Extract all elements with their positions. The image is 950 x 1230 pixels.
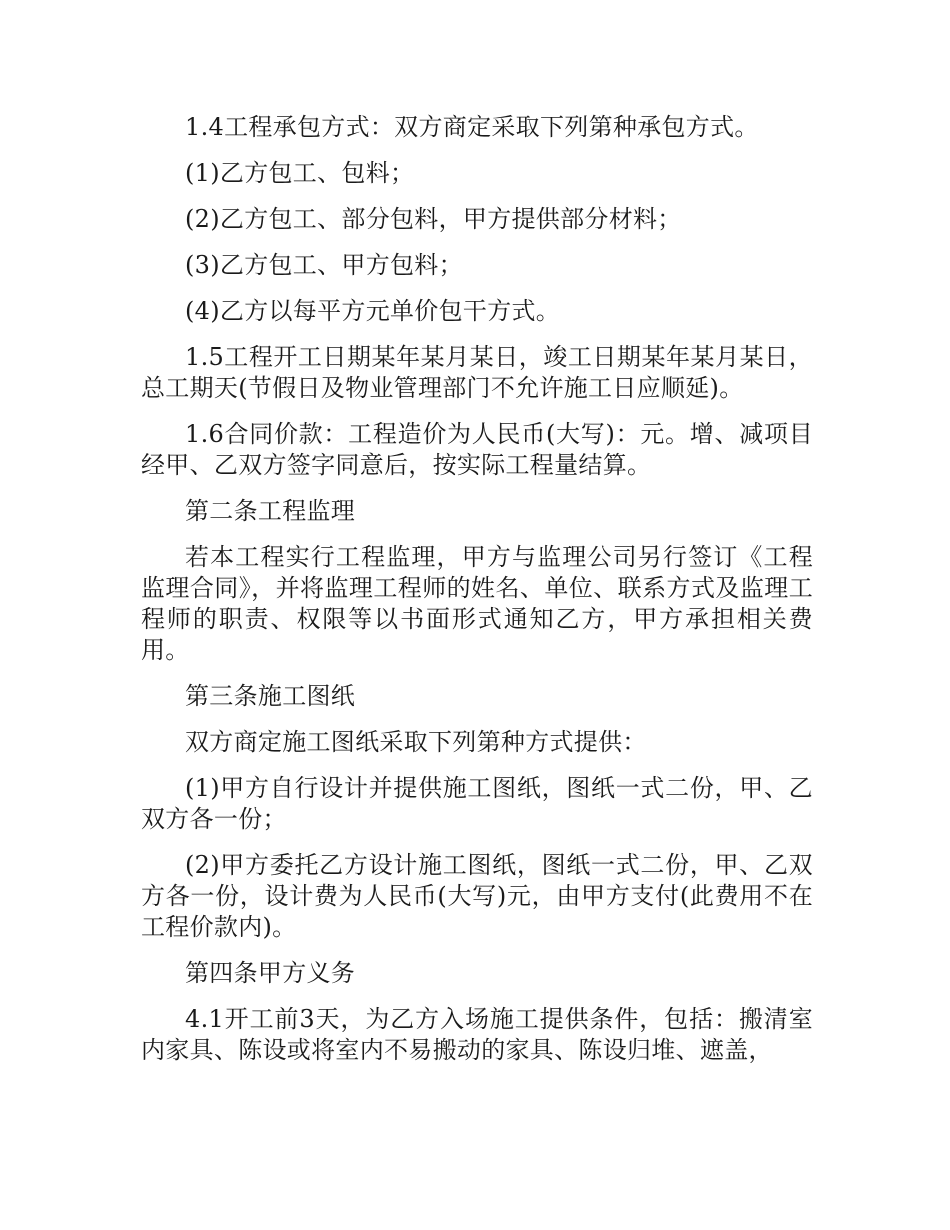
option-4: (4)乙方以每平方元单价包干方式。 [185,297,561,325]
option-1: (1)乙方包工、包料； [185,159,415,187]
option-2: (2)乙方包工、部分包料，甲方提供部分材料； [185,205,682,233]
clause-1-5: 1.5工程开工日期某年某月某日，竣工日期某年某月某日，总工期天(节假日及物业管理部门不允许施工日应顺延)。 [141,343,813,402]
article-4-heading: 第四条甲方义务 [185,959,356,987]
clause-4-1: 4.1开工前3天，为乙方入场施工提供条件，包括：搬清室内家具、陈设或将室内不易搬动的家具、陈设归堆、遮盖， [141,1005,813,1064]
document-body [141,112,813,1081]
article-2-body: 若本工程实行工程监理，甲方与监理公司另行签订《工程监理合同》，并将监理工程师的姓名、单位、联系方式及监理工程师的职责、权限等以书面形式通知乙方，甲方承担相关费用。 [141,543,813,664]
clause-1-4: 1.4工程承包方式：双方商定采取下列第种承包方式。 [185,113,759,141]
article-2-heading: 第二条工程监理 [185,497,356,525]
article-3-intro: 双方商定施工图纸采取下列第种方式提供： [185,728,647,756]
drawing-option-1: (1)甲方自行设计并提供施工图纸，图纸一式二份，甲、乙双方各一份； [141,774,813,833]
option-3: (3)乙方包工、甲方包料； [185,251,463,279]
article-3-heading: 第三条施工图纸 [185,682,356,710]
drawing-option-2: (2)甲方委托乙方设计施工图纸，图纸一式二份，甲、乙双方各一份，设计费为人民币(大写)元，由甲方支付(此费用不在工程价款内)。 [141,851,813,941]
clause-1-6: 1.6合同价款：工程造价为人民币(大写)：元。增、减项目经甲、乙双方签字同意后，按实际工程量结算。 [141,420,813,479]
